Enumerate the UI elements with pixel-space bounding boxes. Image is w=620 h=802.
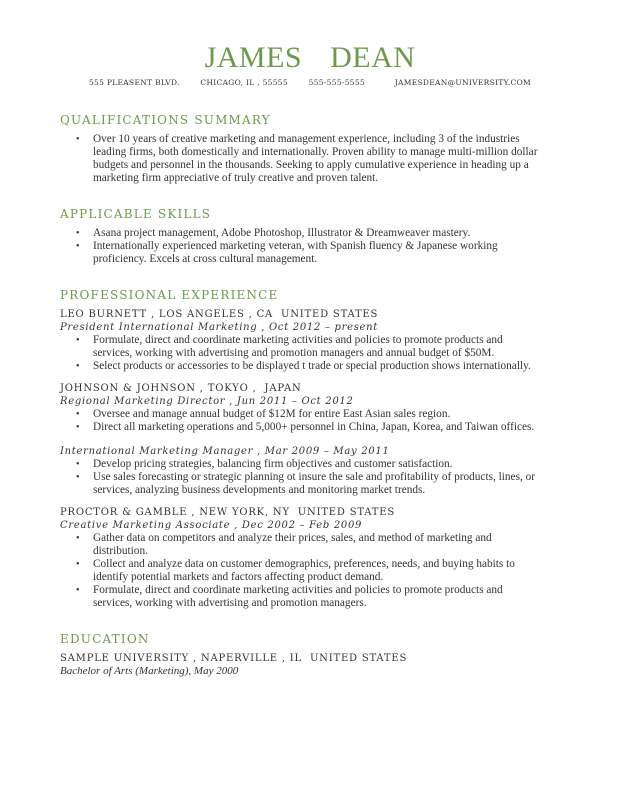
education-heading: EDUCATION	[60, 632, 150, 646]
job-role: International Marketing Manager , Mar 2009 – May 2011	[60, 446, 390, 457]
degree: Bachelor of Arts (Marketing), May 2000	[60, 665, 239, 677]
job-entry	[60, 308, 620, 373]
company: PROCTOR & GAMBLE , NEW YORK, NY UNITED STATES	[60, 507, 395, 518]
address: 555 PLEASENT BLVD.	[88, 78, 180, 87]
skills-list	[60, 227, 620, 266]
contact-line	[0, 78, 620, 87]
list-item: • Direct all marketing operations and 5,000+ personnel in China, Japan, Korea, and Taiwan offices.	[93, 421, 543, 434]
candidate-name: JAMES DEAN	[204, 41, 416, 74]
job-role: President International Marketing , Oct 2012 – present	[60, 322, 379, 333]
job-bullets	[60, 532, 620, 610]
qualifications-list	[60, 133, 620, 185]
company: JOHNSON & JOHNSON , TOKYO , JAPAN	[60, 383, 302, 394]
email: JAMESDEAN@UNIVERSITY.COM	[394, 78, 532, 87]
company: LEO BURNETT , LOS ANGELES , CA UNITED STATES	[60, 309, 379, 320]
job-role: Creative Marketing Associate , Dec 2002 – Feb 2009	[60, 520, 363, 531]
phone: 555-555-5555	[308, 78, 366, 87]
list-item: • Formulate, direct and coordinate marketing activities and policies to promote products and services, working with advertising and promotion managers and annual budget of $50M.	[93, 334, 543, 360]
skills-heading: APPLICABLE SKILLS	[60, 207, 212, 221]
city: CHICAGO, IL , 55555	[200, 78, 288, 87]
list-item: • Select products or accessories to be displayed t trade or special production shows internationally.	[93, 360, 543, 373]
list-item: • Internationally experienced marketing veteran, with Spanish fluency & Japanese working proficiency. Excels at cross cultural management.	[93, 240, 543, 266]
job-bullets	[60, 334, 620, 373]
list-item: • Oversee and manage annual budget of $12M for entire East Asian sales region.	[93, 408, 543, 421]
job-role: Regional Marketing Director , Jun 2011 – Oct 2012	[60, 396, 354, 407]
job-bullets	[60, 408, 620, 434]
job-bullets	[60, 458, 620, 497]
job-entry	[60, 506, 620, 610]
qualifications-heading: QUALIFICATIONS SUMMARY	[60, 113, 271, 127]
list-item: • Over 10 years of creative marketing and management experience, including 3 of the industries leading firms, both domestically and internationally. Proven ability to manage multi-million dollar budgets and personnel in the thousands. Seeking to apply cumulative experience in heading up a marketing firm appreciative of truly creative and proven talent.	[93, 133, 543, 185]
list-item: • Gather data on competitors and analyze their prices, sales, and method of marketing and distribution.	[93, 532, 543, 558]
list-item: • Asana project management, Adobe Photoshop, Illustrator & Dreamweaver mastery.	[93, 227, 543, 240]
list-item: • Collect and analyze data on customer demographics, preferences, needs, and buying habits to identify potential markets and factors affecting product demand.	[93, 558, 543, 584]
list-item: • Develop pricing strategies, balancing firm objectives and customer satisfaction.	[93, 458, 543, 471]
job-entry	[60, 445, 620, 497]
list-item: • Use sales forecasting or strategic planning ot insure the sale and profitability of products, lines, or services, analyzing business developments and monitoring market trends.	[93, 471, 543, 497]
experience-heading: PROFESSIONAL EXPERIENCE	[60, 288, 279, 302]
job-entry	[60, 382, 620, 434]
list-item: • Formulate, direct and coordinate marketing activities and policies to promote products and services, working with advertising and promotion managers.	[93, 584, 543, 610]
school: SAMPLE UNIVERSITY , NAPERVILLE , IL UNITED STATES	[60, 653, 408, 664]
